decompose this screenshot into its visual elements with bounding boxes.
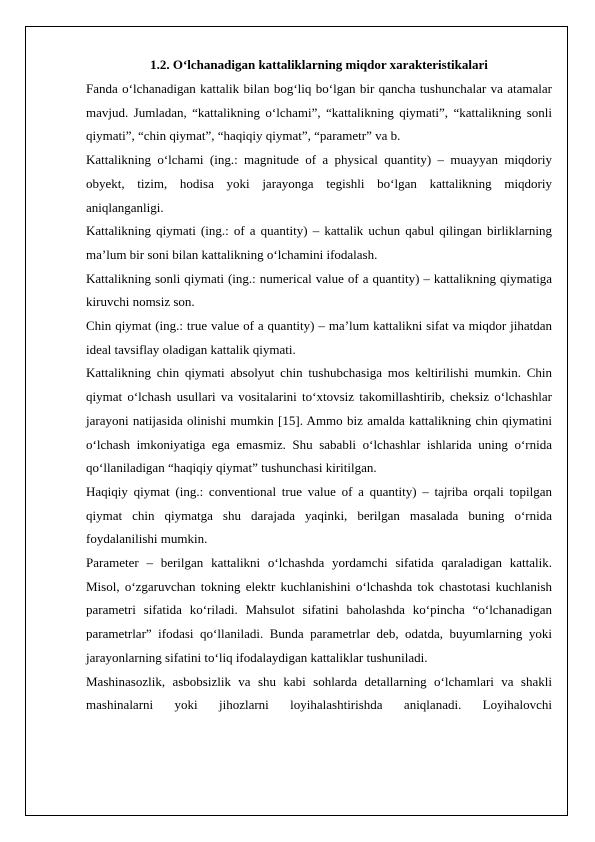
paragraph-true-value-detail: Kattalikning chin qiymati absolyut chin tushubchasiga mos keltirilishi mumkin. Chin qiymat o‘lchash usullari va vositalarini to‘xtovsiz takomillashtirib, cheksiz o‘lchashlar jarayoni natijasida olinishi mumkin [15]. Ammo biz amalda kattalikning chin qiymatini o‘lchash imkoniyatiga ega emasmiz. Shu sababli o‘lchashlar ishlarida uning o‘rnida qo‘llaniladigan “haqiqiy qiymat” tushunchasi kiritilgan.: [86, 365, 552, 476]
paragraph-numerical-value: Kattalikning sonli qiymati (ing.: numerical value of a quantity) – kattalikning qiymatiga kiruvchi nomsiz son.: [86, 270, 552, 310]
paragraph-parameter: Parameter – berilgan kattalikni o‘lchashda yordamchi sifatida qaraladigan kattalik. Misol, o‘zgaruvchan tokning elektr kuchlanishini o‘lchashda tok chastotasi kuchlanish parametri sifatida ko‘riladi. Mahsulot sifatini baholashda ko‘pincha “o‘lchanadigan parametrlar” ifodasi qo‘llaniladi. Bunda parametrlar deb, odatda, buyumlarning yoki jarayonlarning sifatini to‘liq ifodalaydigan kattaliklar tushuniladi.: [86, 555, 552, 665]
document-body: [86, 56, 552, 717]
section-heading: 1.2. O‘lchanadigan kattaliklarning miqdor xarakteristikalari: [150, 57, 488, 72]
paragraph-true-value: Chin qiymat (ing.: true value of a quantity) – ma’lum kattalikni sifat va miqdor jihatdan ideal tavsiflay oladigan kattalik qiymati.: [86, 318, 552, 357]
paragraph-value: Kattalikning qiymati (ing.: of a quantity) – kattalik uchun qabul qilingan birliklarning ma’lum bir soni bilan kattalikning o‘lchamini ifodalash.: [86, 223, 552, 262]
paragraph-mechanical-engineering: Mashinasozlik, asbobsizlik va shu kabi sohlarda detallarning o‘lchamlari va shakli mashinalarni yoki jihozlarni loyihalashtirishda aniqlanadi. Loyihalovchi: [86, 673, 552, 713]
paragraph-conventional-value: Haqiqiy qiymat (ing.: conventional true value of a quantity) – tajriba orqali topilgan qiymat chin qiymatga shu darajada yaqinki, berilgan masalada buning o‘rnida foydalanilishi mumkin.: [86, 483, 552, 547]
paragraph-intro: Fanda o‘lchanadigan kattalik bilan bog‘liq bo‘lgan bir qancha tushunchalar va atamalar mavjud. Jumladan, “kattalikning o‘lchami”, “kattalikning qiymati”, “kattalikning sonli qiymati”, “chin qiymat”, “haqiqiy qiymat”, “parametr” va b.: [86, 81, 552, 144]
paragraph-magnitude: Kattalikning o‘lchami (ing.: magnitude of a physical quantity) – muayyan miqdoriy obyekt, tizim, hodisa yoki jarayonga tegishli bo‘lgan kattalikning miqdoriy aniqlanganligi.: [86, 152, 552, 215]
